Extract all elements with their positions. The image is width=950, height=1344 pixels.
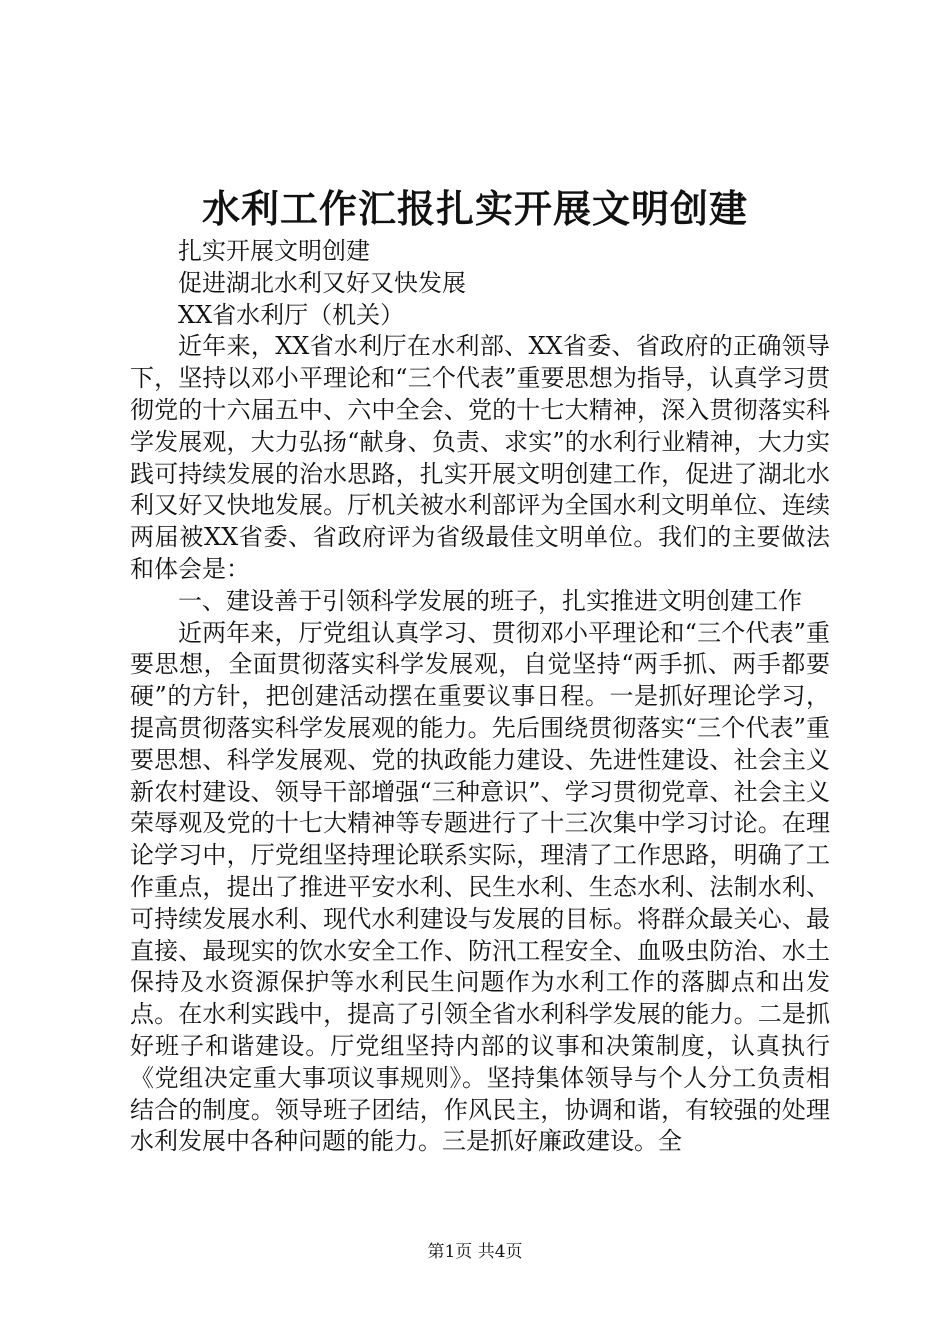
subtitle-line-1: 扎实开展文明创建: [178, 237, 370, 265]
page-number-footer: 第1页 共4页: [427, 1242, 523, 1262]
document-title: 水利工作汇报扎实开展文明创建: [201, 186, 748, 231]
document-body: [130, 236, 830, 1158]
intro-paragraph: 近年来，XX省水利厅在水利部、XX省委、省政府的正确领导下，坚持以邓小平理论和“三个代表”重要思想为指导，认真学习贯彻党的十六届五中、六中全会、党的十七大精神，深入贯彻落实科学发展观，大力弘扬“献身、负责、求实”的水利行业精神，大力实践可持续发展的治水思路，扎实开展文明创建工作，促进了湖北水利又好又快地发展。厅机关被水利部评为全国水利文明单位、连续两届被XX省委、省政府评为省级最佳文明单位。我们的主要做法和体会是：: [130, 332, 830, 583]
subtitle-line-2: 促进湖北水利又好又快发展: [178, 268, 466, 297]
author-line: XX省水利厅（机关）: [178, 300, 405, 329]
section-heading-1: 一、建设善于引领科学发展的班子，扎实推进文明创建工作: [178, 586, 802, 615]
section-1-paragraph: 近两年来，厅党组认真学习、贯彻邓小平理论和“三个代表”重要思想，全面贯彻落实科学发展观，自觉坚持“两手抓、两手都要硬”的方针，把创建活动摆在重要议事日程。一是抓好理论学习，提高贯彻落实科学发展观的能力。先后围绕贯彻落实“三个代表”重要思想、科学发展观、党的执政能力建设、先进性建设、社会主义新农村建设、领导干部增强“三种意识”、学习贯彻党章、社会主义荣辱观及党的十七大精神等专题进行了十三次集中学习讨论。在理论学习中，厅党组坚持理论联系实际，理清了工作思路，明确了工作重点，提出了推进平安水利、民生水利、生态水利、法制水利、可持续发展水利、现代水利建设与发展的目标。将群众最关心、最直接、最现实的饮水安全工作、防汛工程安全、血吸虫防治、水土保持及水资源保护等水利民生问题作为水利工作的落脚点和出发点。在水利实践中，提高了引领全省水利科学发展的能力。二是抓好班子和谐建设。厅党组坚持内部的议事和决策制度，认真执行《党组决定重大事项议事规则》。坚持集体领导与个人分工负责相结合的制度。领导班子团结，作风民主，协调和谐，有较强的处理水利发展中各种问题的能力。三是抓好廉政建设。全: [130, 618, 830, 1156]
